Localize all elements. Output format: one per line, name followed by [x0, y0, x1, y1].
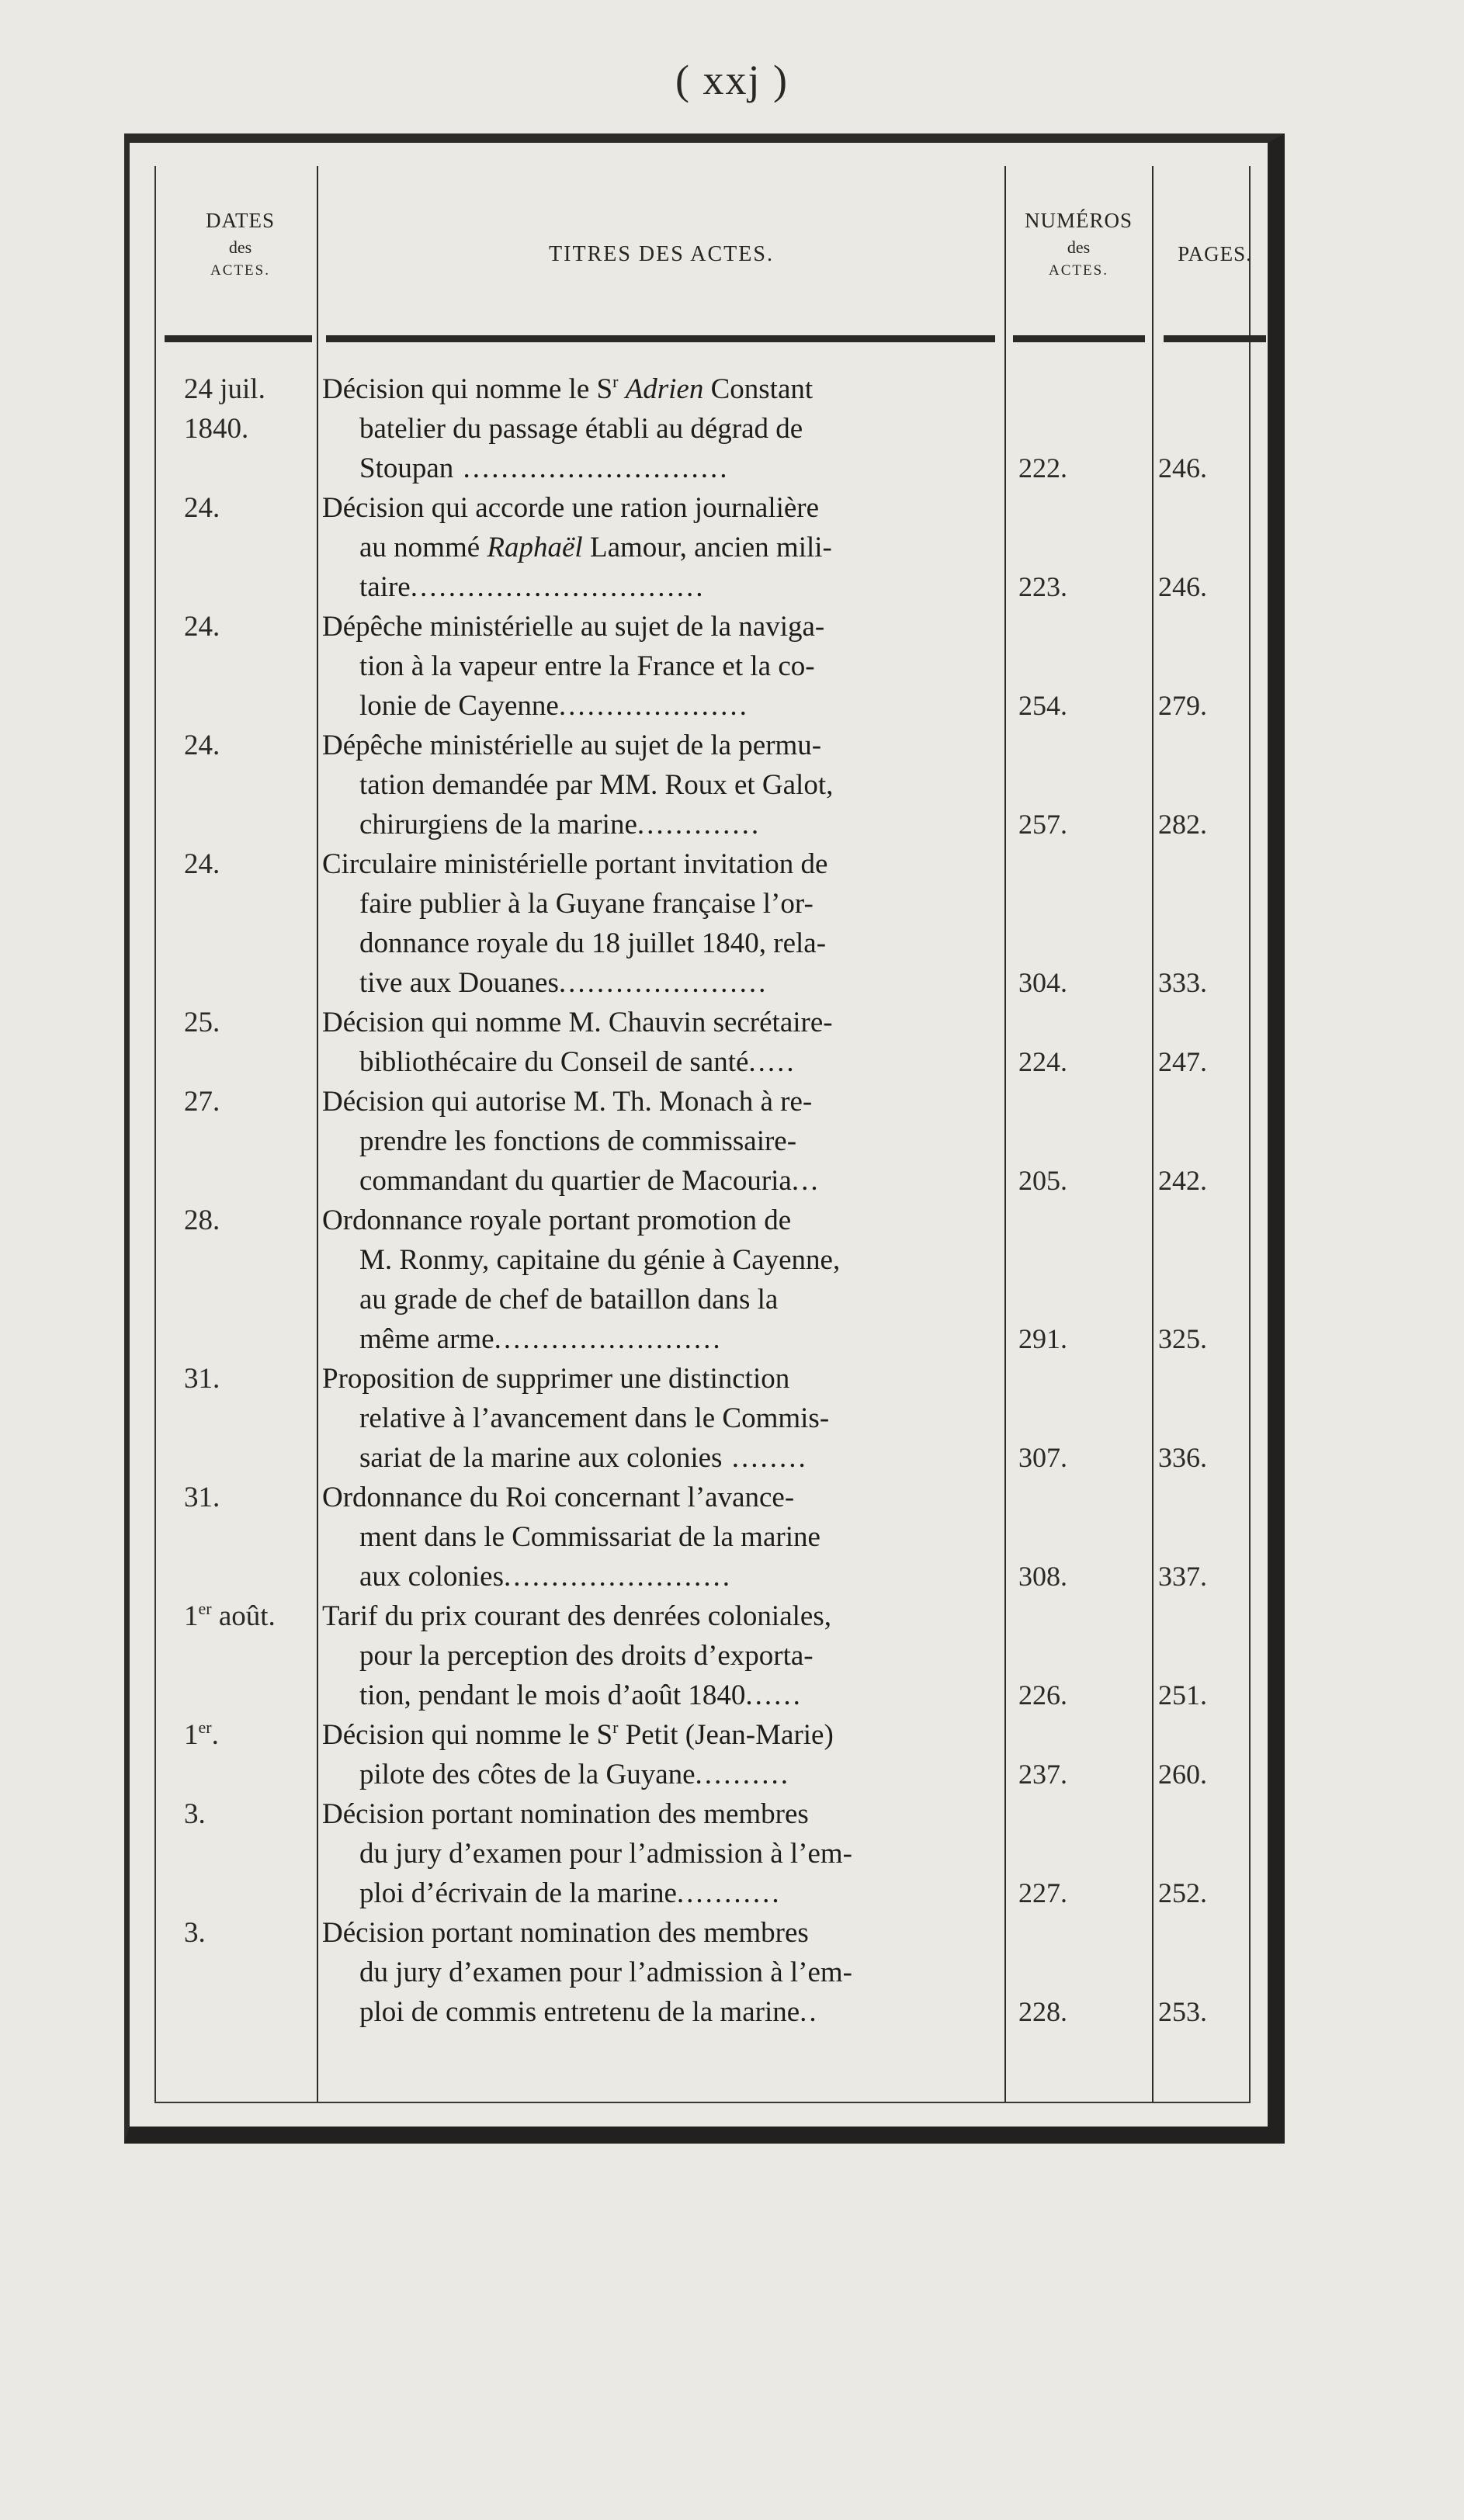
entry-title: [322, 726, 997, 844]
entry-title-line: au nommé Raphaël Lamour, ancien mili-: [359, 532, 832, 563]
entry-title-line: Décision qui accorde une ration journalière: [322, 492, 820, 524]
entry-title-line: Décision qui nomme M. Chauvin secrétaire-: [322, 1007, 833, 1038]
entry-date: [184, 1082, 339, 1121]
entry-title-line: taire...............................: [359, 571, 706, 603]
entry-date: [184, 1596, 339, 1636]
entry-date-line: 24.: [184, 730, 220, 761]
entry-title-line: Stoupan ............................: [359, 452, 730, 484]
entry-title-superscript: r: [612, 372, 619, 391]
entry-title-line: tive aux Douanes......................: [359, 967, 768, 999]
entry-page: 333.: [1158, 967, 1207, 998]
entry-title-line: Décision qui nomme le $S^r$ Petit (Jean-Marie): [322, 1718, 834, 1751]
leader-dots: ........................: [494, 1323, 723, 1355]
entry-numero: 254.: [1018, 690, 1067, 721]
header-numeros-line1: NUMÉROS: [1024, 209, 1133, 232]
entry-page: 260.: [1158, 1759, 1207, 1790]
entry-numero: 222.: [1018, 452, 1067, 484]
entry-date-line: 31.: [184, 1363, 220, 1395]
header-pages: [1153, 242, 1277, 266]
entry-title: [322, 1478, 997, 1596]
entry-title-line: même arme........................: [359, 1323, 723, 1355]
entry-date-line: 24 juil.: [184, 373, 265, 405]
entry-title-line: donnance royale du 18 juillet 1840, rela-: [359, 927, 827, 959]
entry-title-line: pilote des côtes de la Guyane..........: [359, 1759, 791, 1790]
entry-title-line: Décision portant nomination des membres: [322, 1798, 809, 1830]
entry-page: 336.: [1158, 1442, 1207, 1473]
entry-date-line: 3.: [184, 1798, 206, 1830]
table-frame: [124, 133, 1285, 2144]
table-bottom-rule: [154, 2102, 1251, 2103]
entry-numero: 205.: [1018, 1165, 1067, 1196]
header-pages-label: PAGES.: [1178, 242, 1252, 265]
entry-title-superscript: r: [612, 1718, 619, 1737]
entry-title-line: Dépêche ministérielle au sujet de la permu-: [322, 730, 822, 761]
header-titres: [320, 242, 1003, 267]
entry-date-line: 31.: [184, 1482, 220, 1513]
entry-date-line: 24.: [184, 492, 220, 524]
entry-title-line: batelier du passage établi au dégrad de: [359, 413, 803, 445]
entry-title-line: chirurgiens de la marine.............: [359, 809, 761, 841]
entry-title-line: prendre les fonctions de commissaire-: [359, 1125, 797, 1157]
entry-numero: 223.: [1018, 571, 1067, 602]
entry-title-line: Ordonnance royale portant promotion de: [322, 1205, 792, 1236]
entry-title-line: relative à l’avancement dans le Commis-: [359, 1402, 830, 1434]
leader-dots: ...: [791, 1165, 820, 1197]
entry-title: [322, 1596, 997, 1715]
entry-date: [184, 1794, 339, 1834]
entry-title-line: du jury d’examen pour l’admission à l’em-: [359, 1957, 852, 1988]
entry-page: 282.: [1158, 809, 1207, 840]
entry-date: [184, 1359, 339, 1399]
header-titres-label: TITRES DES ACTES.: [549, 242, 774, 266]
entry-title-line: faire publier à la Guyane française l’or-: [359, 888, 814, 920]
entry-title-line: bibliothécaire du Conseil de santé.....: [359, 1046, 796, 1078]
entry-numero: 237.: [1018, 1759, 1067, 1790]
entry-title: [322, 488, 997, 607]
entry-date-line: 1er.: [184, 1718, 219, 1751]
entry-page: 242.: [1158, 1165, 1207, 1196]
entry-title: [322, 1794, 997, 1913]
entry-page: 246.: [1158, 571, 1207, 602]
entry-date-line: 1840.: [184, 413, 249, 445]
entry-numero: 257.: [1018, 809, 1067, 840]
entry-title: [322, 844, 997, 1003]
entry-date-superscript: er: [198, 1718, 212, 1737]
entry-date: [184, 1201, 339, 1240]
header-dates-line1: DATES: [205, 209, 275, 232]
entry-title-line: Décision qui nomme le $S^r$ Adrien Constant: [322, 372, 814, 405]
entry-date: [184, 1913, 339, 1953]
entry-numero: 224.: [1018, 1046, 1067, 1077]
header-dates-line2: des: [228, 237, 252, 257]
entry-title-line: sariat de la marine aux colonies ........: [359, 1442, 808, 1474]
entry-page: 247.: [1158, 1046, 1207, 1077]
entry-title: [322, 1082, 997, 1201]
leader-dots: ........................: [503, 1561, 732, 1593]
header-numeros-line3: ACTES.: [1049, 262, 1108, 279]
entry-date-superscript: er: [198, 1599, 212, 1618]
entry-date: [184, 607, 339, 646]
entry-title: [322, 1003, 997, 1082]
header-rule: [165, 335, 312, 342]
entry-date-line: 24.: [184, 611, 220, 643]
entry-date: [184, 726, 339, 765]
entry-title-line: du jury d’examen pour l’admission à l’em-: [359, 1838, 852, 1870]
entry-page: 325.: [1158, 1323, 1207, 1354]
entry-title: [322, 1913, 997, 2032]
header-rule: [1013, 335, 1145, 342]
leader-dots: ........: [722, 1442, 808, 1474]
entry-date: [184, 1003, 339, 1042]
header-rule: [1164, 335, 1266, 342]
entry-title-line: Décision portant nomination des membres: [322, 1917, 809, 1949]
entry-title-line: Ordonnance du Roi concernant l’avance-: [322, 1482, 795, 1513]
entry-numero: 227.: [1018, 1877, 1067, 1908]
entry-date: [184, 369, 339, 449]
entry-title: [322, 1201, 997, 1359]
column-divider: [1152, 166, 1154, 2103]
entry-numero: 226.: [1018, 1679, 1067, 1711]
page-number: ( xxj ): [675, 57, 789, 103]
header-rule: [326, 335, 995, 342]
leader-dots: ..........: [695, 1759, 791, 1790]
leader-dots: ......................: [558, 967, 768, 999]
entry-title: [322, 1715, 997, 1794]
entry-title-line: Tarif du prix courant des denrées coloniales,: [322, 1600, 831, 1632]
entry-numero: 291.: [1018, 1323, 1067, 1354]
entry-date: [184, 1478, 339, 1517]
entry-title-italic: Raphaël: [487, 532, 583, 563]
entry-page: 279.: [1158, 690, 1207, 721]
entry-title: [322, 607, 997, 726]
entry-page: 251.: [1158, 1679, 1207, 1711]
leader-dots: .....: [748, 1046, 796, 1078]
entry-title-line: Proposition de supprimer une distinction: [322, 1363, 790, 1395]
entry-page: 252.: [1158, 1877, 1207, 1908]
entry-title-line: aux colonies........................: [359, 1561, 732, 1593]
entry-page: 253.: [1158, 1996, 1207, 2027]
entry-numero: 228.: [1018, 1996, 1067, 2027]
leader-dots: ...............................: [410, 571, 706, 603]
header-dates-line3: ACTES.: [210, 262, 270, 279]
entry-numero: 304.: [1018, 967, 1067, 998]
header-numeros: [1007, 209, 1150, 279]
entry-title-line: Circulaire ministérielle portant invitation de: [322, 848, 828, 880]
entry-page: 246.: [1158, 452, 1207, 484]
leader-dots: ...........: [676, 1877, 782, 1909]
entry-title-line: ploi d’écrivain de la marine...........: [359, 1877, 782, 1909]
entry-numero: 308.: [1018, 1561, 1067, 1592]
entry-title-italic: Adrien: [625, 373, 704, 405]
leader-dots: ....................: [558, 690, 749, 722]
column-divider: [1004, 166, 1006, 2103]
entry-title-line: tation demandée par MM. Roux et Galot,: [359, 769, 834, 801]
entry-title-line: au grade de chef de bataillon dans la: [359, 1284, 779, 1315]
entry-title: [322, 369, 997, 488]
entry-title-line: lonie de Cayenne....................: [359, 690, 749, 722]
entry-title-line: commandant du quartier de Macouria...: [359, 1165, 820, 1197]
leader-dots: ..: [800, 1996, 819, 2028]
entry-date-line: 25.: [184, 1007, 220, 1038]
entry-title-line: pour la perception des droits d’exporta-: [359, 1640, 814, 1672]
leader-dots: ......: [745, 1679, 803, 1711]
entry-date-line: 24.: [184, 848, 220, 880]
entry-title-line: ment dans le Commissariat de la marine: [359, 1521, 820, 1553]
entry-date: [184, 1715, 339, 1755]
entry-numero: 307.: [1018, 1442, 1067, 1473]
entry-title-line: tion à la vapeur entre la France et la co-: [359, 650, 815, 682]
entry-title-line: Dépêche ministérielle au sujet de la naviga-: [322, 611, 825, 643]
leader-dots: .............: [637, 809, 761, 841]
entry-date-line: 3.: [184, 1917, 206, 1949]
header-dates: [161, 209, 320, 279]
leader-dots: ............................: [453, 452, 730, 484]
entry-title: [322, 1359, 997, 1478]
entry-date-line: 27.: [184, 1086, 220, 1118]
entry-date-line: 1er août.: [184, 1599, 276, 1632]
entry-title-line: Décision qui autorise M. Th. Monach à re-: [322, 1086, 813, 1118]
entry-date-line: 28.: [184, 1205, 220, 1236]
header-numeros-line2: des: [1067, 237, 1091, 257]
entry-title-line: tion, pendant le mois d’août 1840......: [359, 1679, 803, 1711]
entry-date: [184, 844, 339, 884]
entry-title-line: ploi de commis entretenu de la marine..: [359, 1996, 819, 2028]
entry-title-line: M. Ronmy, capitaine du génie à Cayenne,: [359, 1244, 841, 1276]
entry-date: [184, 488, 339, 528]
entry-page: 337.: [1158, 1561, 1207, 1592]
